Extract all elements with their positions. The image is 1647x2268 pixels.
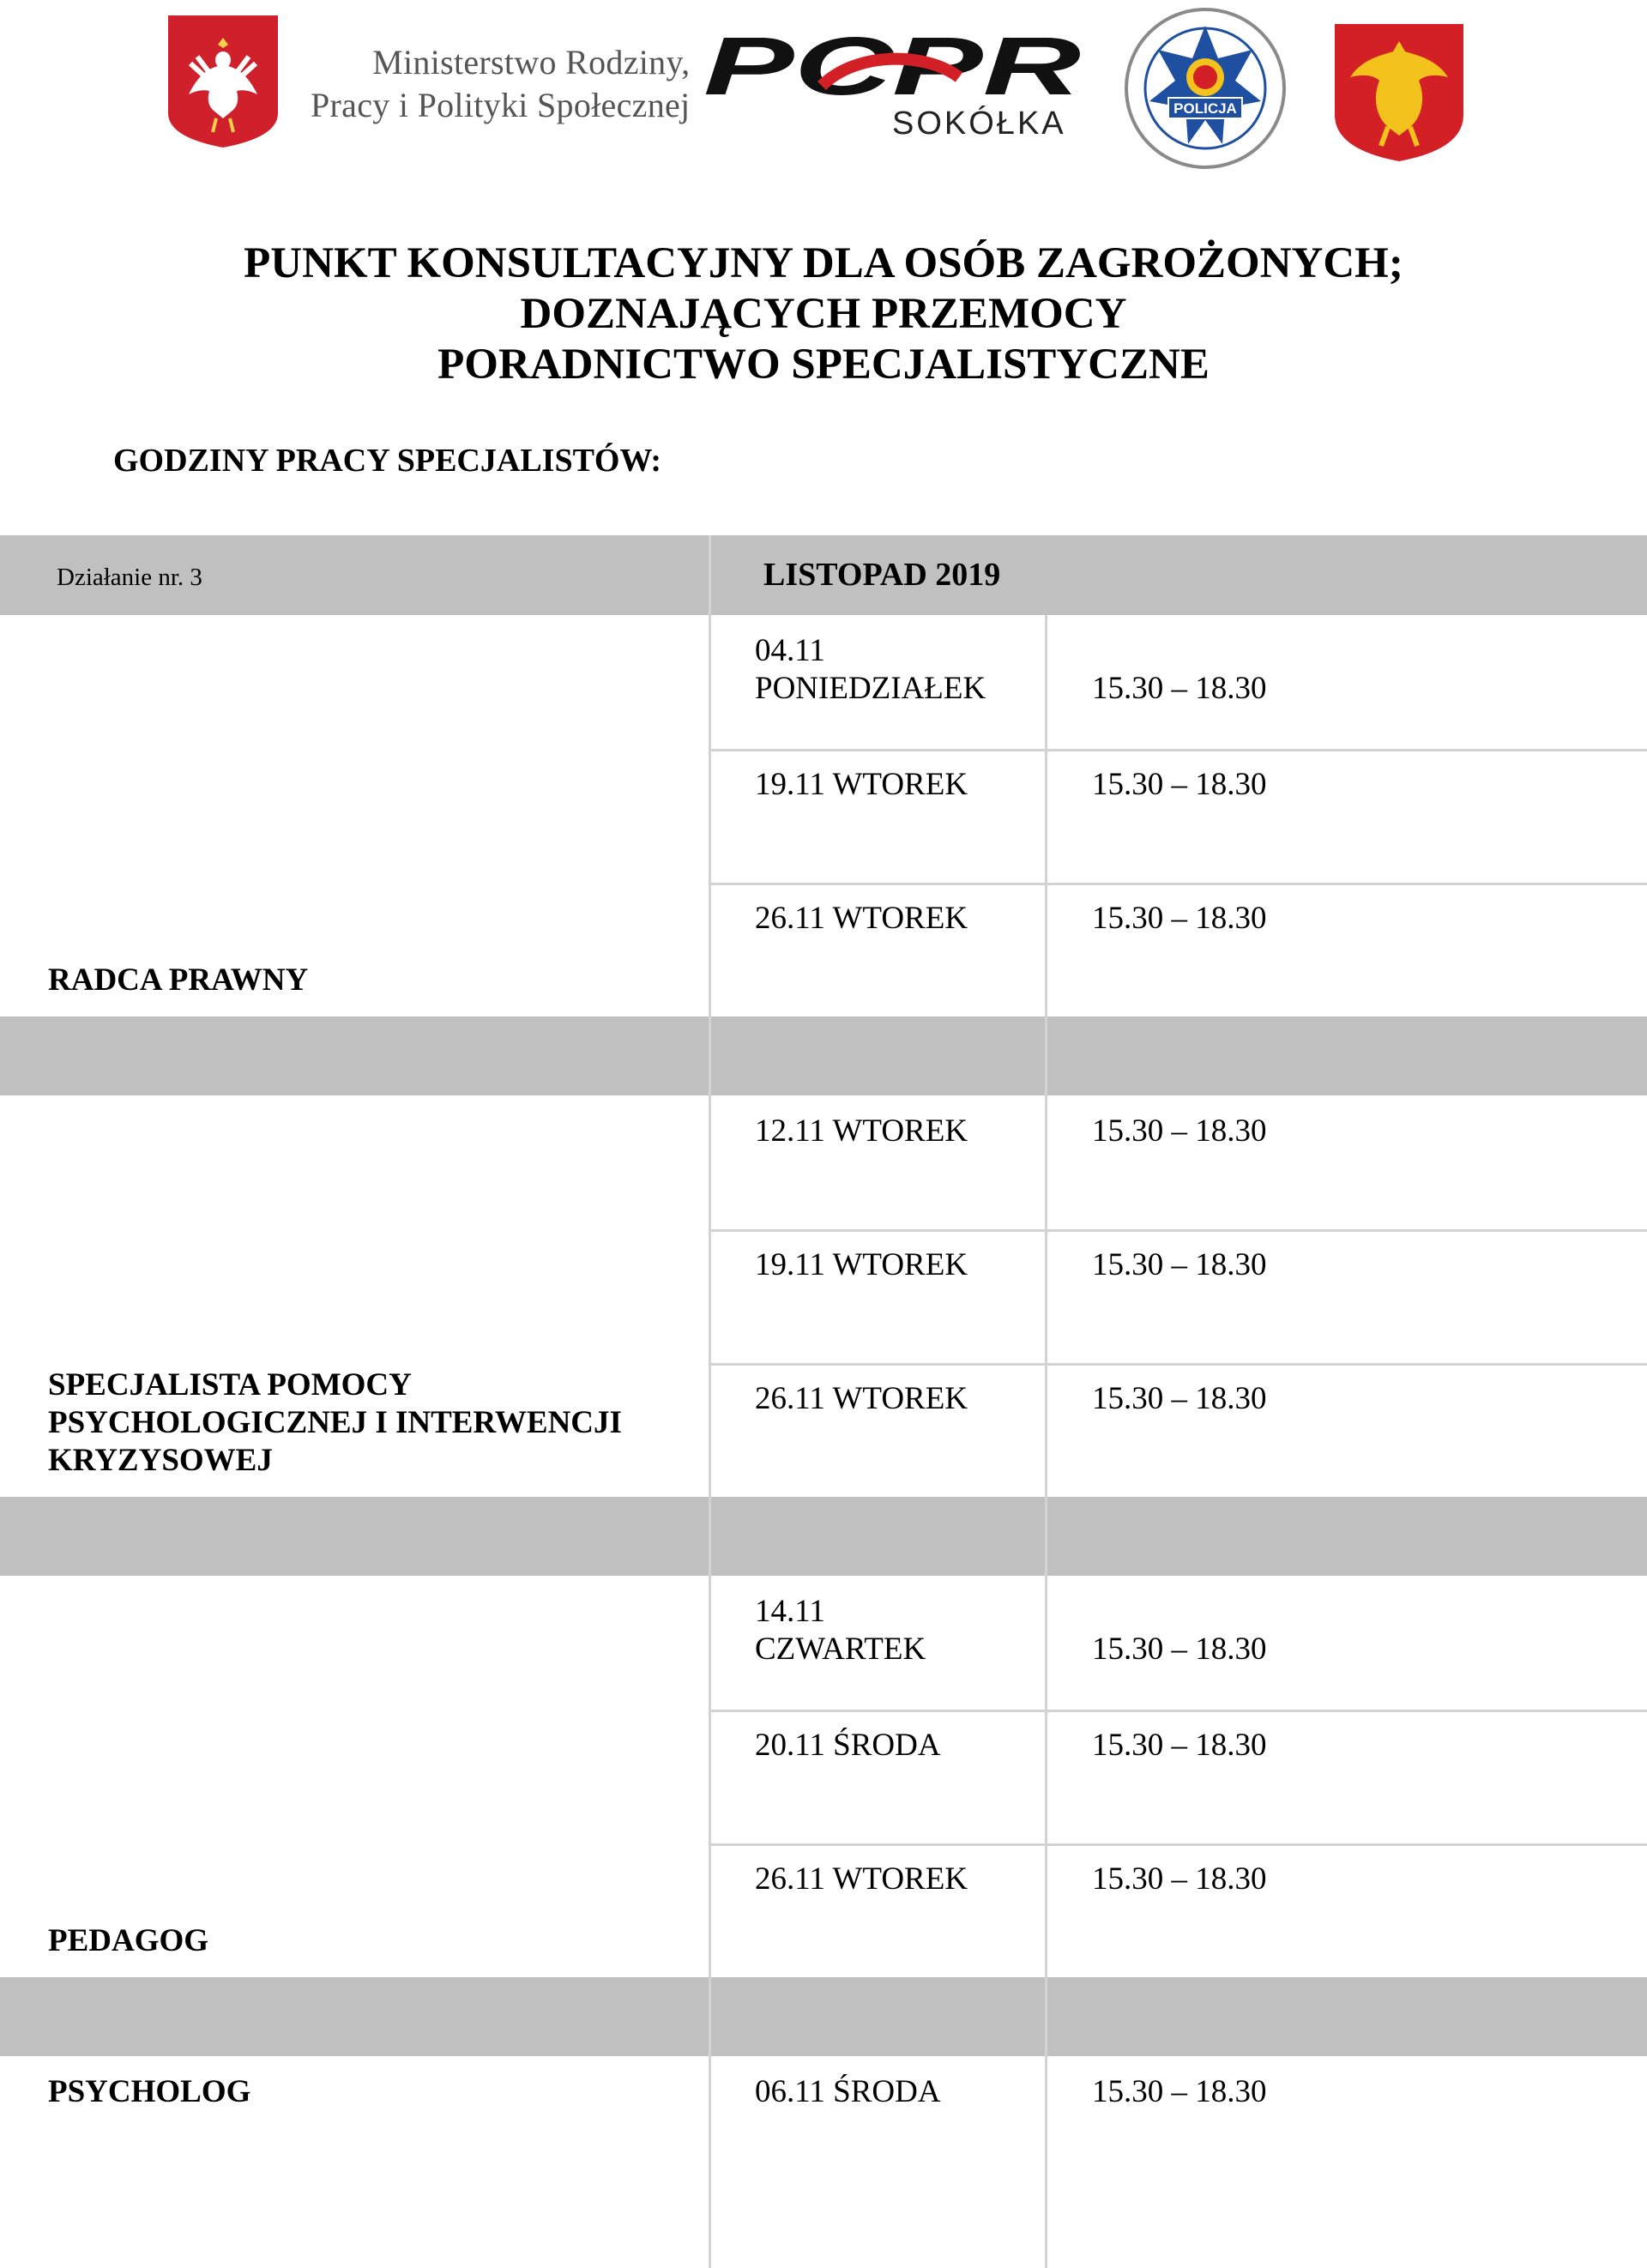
- table-row-divider: [709, 1363, 1647, 1366]
- county-coat-of-arms-icon: [1331, 21, 1467, 163]
- specialist-role-line: RADCA PRAWNY: [48, 962, 309, 998]
- separator-band: [0, 1497, 1647, 1576]
- date-cell-line: 19.11 WTOREK: [755, 1247, 968, 1282]
- table-grid-line: [1045, 1576, 1047, 1977]
- pcpr-logo-text: PCPR: [703, 26, 1081, 112]
- table-row-divider: [709, 749, 1647, 751]
- date-cell-line: 26.11 WTOREK: [755, 1861, 968, 1897]
- table-row-divider: [709, 1710, 1647, 1712]
- date-cell-line: PONIEDZIAŁEK: [755, 671, 986, 706]
- table-grid-line: [1045, 1977, 1047, 2056]
- hours-cell: 15.30 – 18.30: [1092, 1113, 1267, 1149]
- hours-cell: 15.30 – 18.30: [1092, 671, 1267, 706]
- separator-band: [0, 1016, 1647, 1095]
- date-cell: [755, 1861, 968, 1898]
- pcpr-logo: [702, 26, 1098, 146]
- date-cell: [755, 1727, 941, 1764]
- date-cell-line: 04.11: [755, 633, 825, 668]
- pcpr-logo-city: SOKÓŁKA: [892, 106, 1066, 142]
- specialist-role: [48, 962, 308, 999]
- ministry-line-1: Ministerstwo Rodziny,: [372, 43, 691, 81]
- specialist-role-line: PEDAGOG: [48, 1923, 209, 1958]
- date-cell: [755, 632, 986, 708]
- table-grid-line: [709, 1576, 711, 1977]
- date-cell-line: 26.11 WTOREK: [755, 1381, 968, 1416]
- title-line-2: DOZNAJĄCYCH PRZEMOCY: [520, 290, 1127, 338]
- date-cell-line: 14.11: [755, 1594, 825, 1629]
- table-row-divider: [709, 1229, 1647, 1232]
- table-grid-line: [1045, 1497, 1047, 1576]
- specialist-role: [48, 1922, 208, 1960]
- ministry-name: [311, 41, 690, 127]
- title-line-1: PUNKT KONSULTACYJNY DLA OSÓB ZAGROŻONYCH;: [244, 239, 1403, 287]
- date-cell: [755, 1246, 968, 1284]
- specialist-role-line: PSYCHOLOGICZNEJ I INTERWENCJI: [48, 1405, 622, 1440]
- table-grid-line: [709, 615, 711, 1016]
- table-grid-line: [709, 1016, 711, 1095]
- police-logo-text: POLICJA: [1173, 100, 1237, 117]
- hours-cell: 15.30 – 18.30: [1092, 1381, 1267, 1416]
- hours-cell: 15.30 – 18.30: [1092, 2074, 1267, 2109]
- date-cell: [755, 1593, 926, 1668]
- date-cell-line: 20.11 ŚRODA: [755, 1728, 941, 1763]
- table-header-month: LISTOPAD 2019: [763, 557, 1001, 593]
- hours-cell: 15.30 – 18.30: [1092, 1728, 1267, 1763]
- table-grid-line: [709, 1497, 711, 1576]
- date-cell: [755, 1380, 968, 1418]
- hours-cell: 15.30 – 18.30: [1092, 1632, 1267, 1667]
- specialist-role-line: KRYZYSOWEJ: [48, 1443, 273, 1478]
- date-cell-line: 26.11 WTOREK: [755, 901, 968, 936]
- table-row-divider: [709, 883, 1647, 885]
- date-cell-line: CZWARTEK: [755, 1632, 926, 1667]
- table-grid-line: [1045, 615, 1047, 1016]
- ministry-line-2: Pracy i Polityki Społecznej: [311, 86, 691, 124]
- date-cell-line: 19.11 WTOREK: [755, 767, 968, 802]
- date-cell-line: 12.11 WTOREK: [755, 1113, 968, 1149]
- hours-cell: 15.30 – 18.30: [1092, 1247, 1267, 1282]
- document-title: [0, 238, 1647, 390]
- date-cell-line: 06.11 ŚRODA: [755, 2074, 941, 2109]
- specialist-role-line: PSYCHOLOG: [48, 2074, 251, 2109]
- hours-cell: 15.30 – 18.30: [1092, 901, 1267, 936]
- date-cell: [755, 2073, 941, 2111]
- specialist-role: [48, 1366, 622, 1480]
- separator-band: [0, 1977, 1647, 2056]
- specialist-role-line: SPECJALISTA POMOCY: [48, 1367, 412, 1402]
- date-cell: [755, 1113, 968, 1150]
- title-line-3: PORADNICTWO SPECJALISTYCZNE: [437, 341, 1210, 389]
- hours-cell: 15.30 – 18.30: [1092, 767, 1267, 802]
- table-grid-line: [709, 535, 711, 615]
- table-grid-line: [1045, 2056, 1047, 2268]
- date-cell: [755, 900, 968, 938]
- table-row-divider: [709, 1843, 1647, 1846]
- specialist-role: [48, 2073, 250, 2111]
- police-badge-icon: [1124, 7, 1287, 170]
- polish-eagle-emblem-icon: [165, 12, 281, 149]
- table-grid-line: [709, 2056, 711, 2268]
- table-header-action: Działanie nr. 3: [57, 564, 202, 591]
- table-grid-line: [1045, 1016, 1047, 1095]
- date-cell: [755, 766, 968, 804]
- table-grid-line: [1045, 1095, 1047, 1497]
- table-grid-line: [709, 1095, 711, 1497]
- table-grid-line: [709, 1977, 711, 2056]
- hours-cell: 15.30 – 18.30: [1092, 1861, 1267, 1897]
- working-hours-heading: GODZINY PRACY SPECJALISTÓW:: [113, 443, 662, 479]
